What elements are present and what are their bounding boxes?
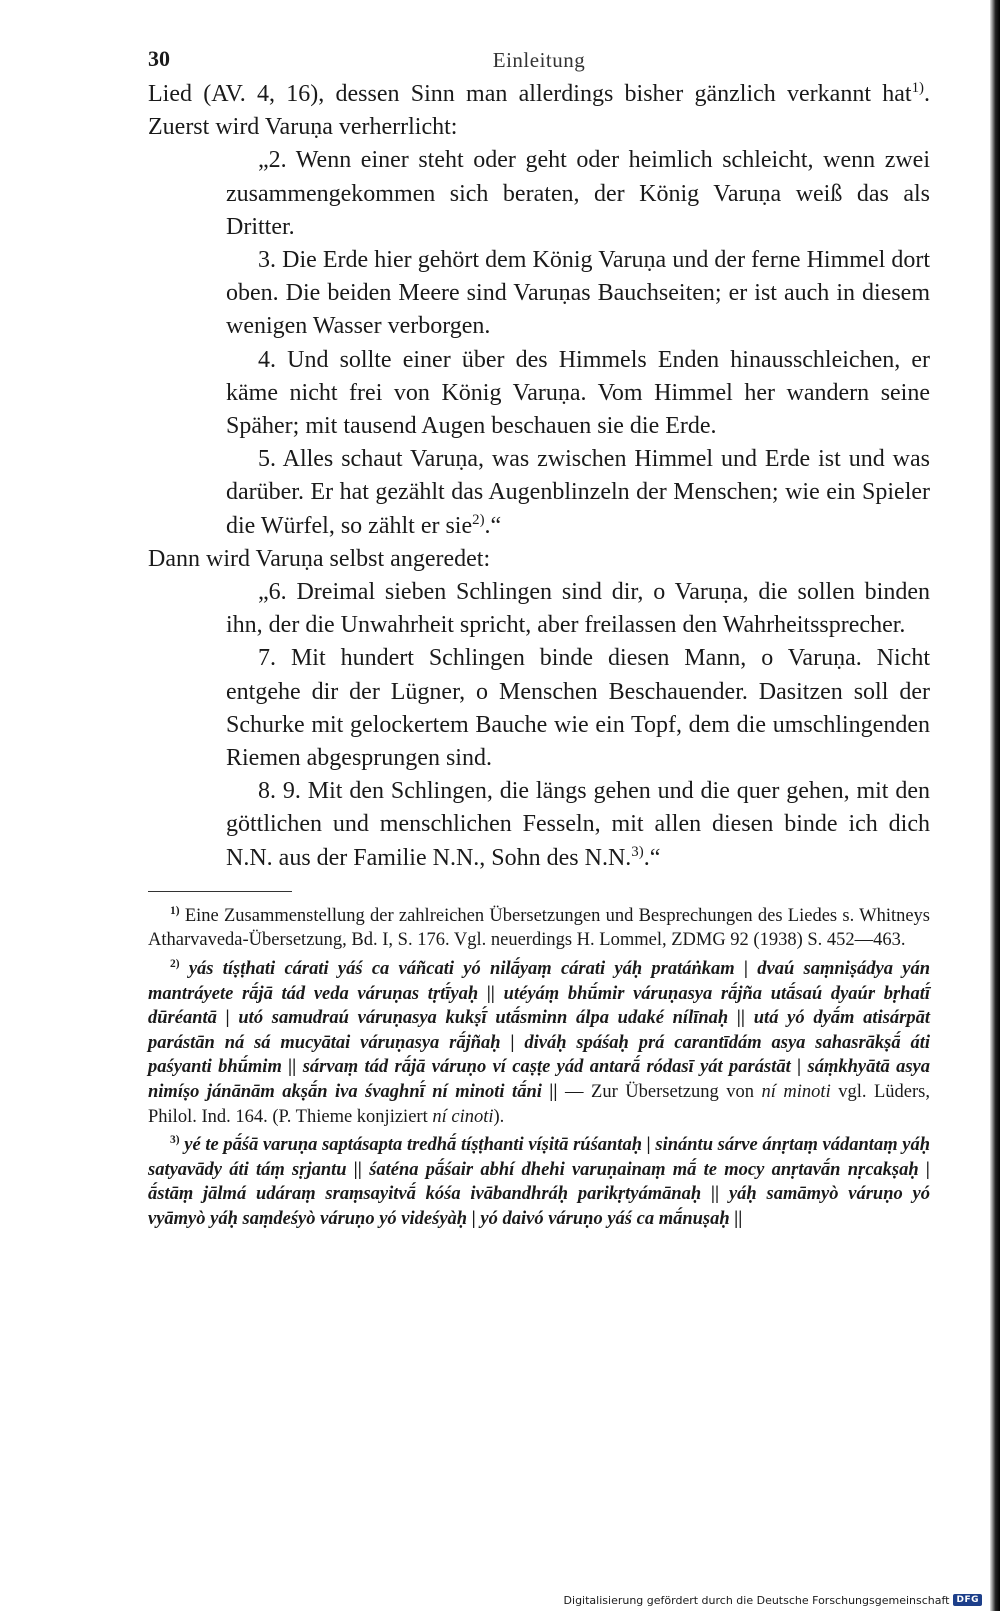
running-title: Einleitung — [492, 48, 586, 72]
verse-8-9 — [226, 775, 930, 875]
verse-6: „6. Dreimal sieben Schlingen sind dir, o Varuṇa, die sollen binden ihn, der die Unwahrheit spricht, aber freilassen den Wahrheitssprecher. — [226, 579, 930, 639]
intro-text-end: . Zuerst wird Varuṇa verherrlicht: — [148, 81, 930, 141]
dfg-logo[interactable]: DFG — [953, 1594, 982, 1606]
footnotes — [148, 904, 930, 1232]
book-page — [148, 38, 930, 1236]
page-number: 30 — [148, 46, 170, 71]
footnote-2 — [148, 957, 930, 1129]
footnote-2-mark: 2) — [170, 957, 180, 970]
intro-paragraph — [148, 78, 930, 144]
intro-text: Lied (AV. 4, 16), dessen Sinn man allerdings bisher gänzlich verkannt hat — [148, 81, 912, 107]
verse-5 — [226, 443, 930, 543]
footnote-2-tail-a: — Zur Übersetzung von — [557, 1082, 762, 1103]
verse-8-9-text: 8. 9. Mit den Schlingen, die längs gehen und die quer gehen, mit den göttlichen und menschlichen Fesseln, mit allen diesen binde ich dich N.N. aus der Familie N.N., Sohn des N.N. — [226, 778, 930, 871]
footnote-1-text: Eine Zusammenstellung der zahlreichen Übersetzungen und Besprechungen des Liedes s. Whitneys Atharvaveda-Übersetzung, Bd. I, S. 176. Vgl. neuerdings H. Lommel, ZDMG 92 (1938) S. 452—463. — [148, 905, 931, 951]
digitization-credit: Digitalisierung gefördert durch die Deutsche Forschungsgemeinschaft — [563, 1593, 950, 1607]
footnote-2-tail-skt-a: ní minoti — [761, 1082, 831, 1103]
main-text — [148, 78, 930, 875]
verse-7: 7. Mit hundert Schlingen binde diesen Mann, o Varuṇa. Nicht entgehe dir der Lügner, o Menschen Beschauender. Dasitzen soll der Schurke mit gelockertem Bauche wie ein Topf, dem die umschlingenden Riemen abgesprungen sind. — [226, 645, 930, 772]
verse-5-text: 5. Alles schaut Varuṇa, was zwischen Himmel und Erde ist und was darüber. Er hat gezählt das Augenblinzeln der Menschen; wie ein Spieler die Würfel, so zählt er sie — [226, 446, 930, 539]
verse-4: 4. Und sollte einer über des Himmels Enden hinausschleichen, er käme nicht frei von König Varuṇa. Vom Himmel her wandern seine Späher; mit tausend Augen beschauen sie die Erde. — [226, 346, 930, 440]
footnote-3-sanskrit: yé te pā́śā varuṇa saptásapta tredhā́ tíṣṭhanti víṣitā rúśantaḥ | sinántu sárve ánṛtaṃ vádantaṃ yáḥ satyavādy áti táṃ sṛjantu || śaténa pā́śair abhí dhehi varuṇainaṃ mā́ te mocy anṛtavā́n nṛcakṣaḥ | ā́stāṃ jālmá udáraṃ sraṃsayitvā́ kóśa ivābandhráḥ parikṛtyámānaḥ || yáḥ samāmyò váruṇo yó vyāmyò yáḥ saṃdeśyò váruṇo yó videśyàḥ | yó daivó váruṇo yáś ca mā́nuṣaḥ || — [148, 1135, 931, 1229]
footnote-1 — [148, 904, 930, 953]
digitization-footer — [560, 1591, 986, 1609]
footnote-ref-1[interactable]: 1) — [911, 80, 924, 96]
footnote-2-tail-c: ). — [493, 1106, 505, 1127]
footnote-ref-3[interactable]: 3) — [631, 843, 644, 860]
footnote-2-tail-b: vgl. Lüders, Philol. Ind. 164. (P. Thieme konjiziert — [148, 1082, 930, 1127]
page-header — [148, 38, 930, 78]
footnote-divider — [148, 891, 292, 892]
verse-5-end: .“ — [484, 512, 502, 539]
transition-line: Dann wird Varuṇa selbst angeredet: — [148, 545, 491, 572]
verse-2: „2. Wenn einer steht oder geht oder heimlich schleicht, wenn zwei zusammengekommen sich beraten, der König Varuṇa weiß das als Dritter. — [226, 147, 930, 240]
footnote-ref-2[interactable]: 2) — [472, 511, 485, 528]
footnote-1-mark: 1) — [170, 904, 180, 917]
footnote-2-sanskrit: yás tíṣṭhati cárati yáś ca váñcati yó nilā́yaṃ cárati yáḥ pratáṅkam | dvaú saṃniṣádya yán mantráyete rā́jā tád veda váruṇas tṛtī́yaḥ || utéyáṃ bhū́mir váruṇasya rā́jña utā́saú dyaúr bṛhatī́ dūréantā | utó samudraú váruṇasya kukṣī́ utā́sminn álpa udaké nílīnaḥ || utá yó dyā́m atisárpāt parástān ná sá mucyātai váruṇasya rā́jñaḥ | diváḥ spáśaḥ prá carantīdám asya sahasrākṣā́ áti paśyanti bhū́mim || sárvaṃ tád rā́jā váruṇo ví caṣṭe yád antarā́ ródasī yát parástāt | sáṃkhyātā asya nimíṣo jánānām akṣā́n iva śvaghnī́ ní minoti tā́ni || — [148, 959, 930, 1103]
footnote-2-tail-skt-b: ní cinoti — [432, 1106, 494, 1127]
verse-8-9-end: .“ — [643, 844, 661, 871]
verse-3: 3. Die Erde hier gehört dem König Varuṇa und der ferne Himmel dort oben. Die beiden Meere sind Varuṇas Bauchseiten; er ist auch in diesem wenigen Wasser verborgen. — [226, 247, 930, 340]
scan-page-edge — [990, 0, 1000, 1611]
footnote-3-mark: 3) — [170, 1134, 180, 1147]
footnote-3 — [148, 1133, 930, 1231]
